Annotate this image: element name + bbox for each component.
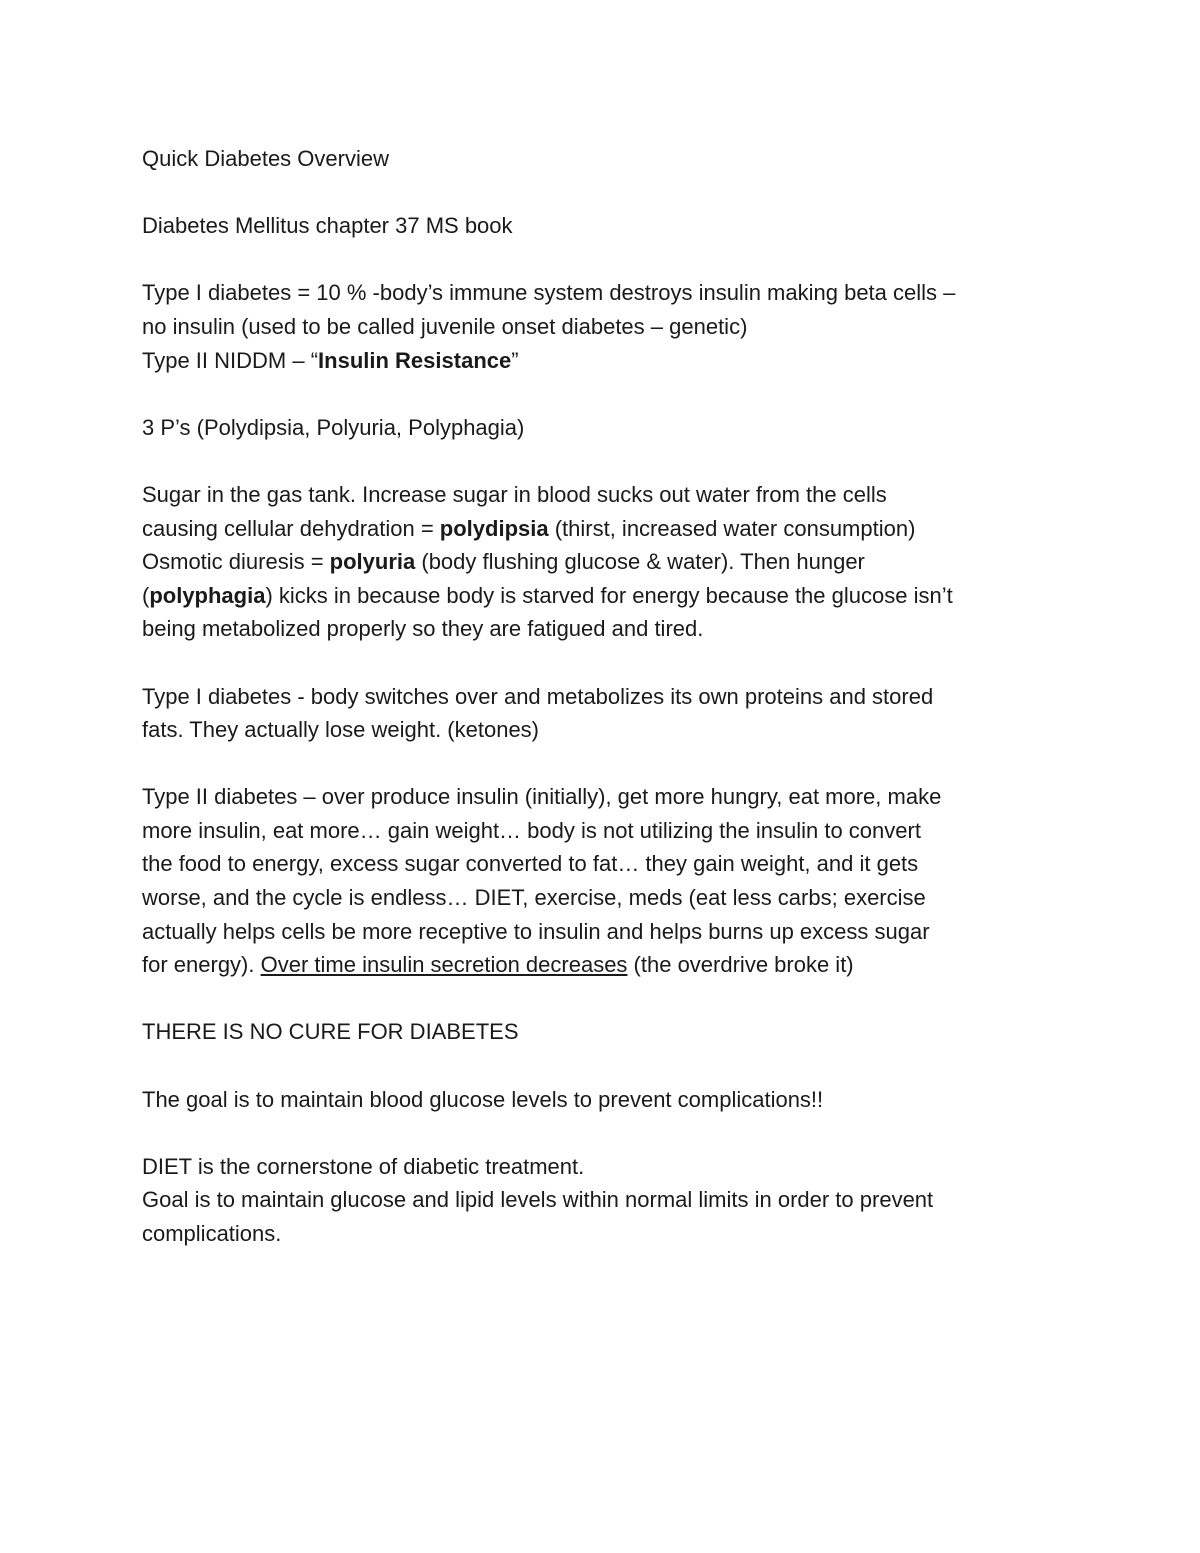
type-definitions xyxy=(142,276,1072,377)
insulin-resistance-bold: Insulin Resistance xyxy=(318,347,512,373)
type1-definition-line2: no insulin (used to be called juvenile onset diabetes – genetic) xyxy=(142,313,748,339)
goal-statement: The goal is to maintain blood glucose levels to prevent complications!! xyxy=(142,1086,824,1112)
document-body xyxy=(142,142,1072,1284)
polyuria-bold: polyuria xyxy=(329,549,416,575)
source-reference: Diabetes Mellitus chapter 37 MS book xyxy=(142,213,513,239)
diet-paragraph: DIET is the cornerstone of diabetic treatment. Goal is to maintain glucose and lipid levels within normal limits in order to prevent complications. xyxy=(142,1153,934,1246)
sugar-paragraph: Sugar in the gas tank. Increase sugar in blood sucks out water from the cells causing cellular dehydration = polydipsia (thirst, increased water consumption) Osmotic diuresis = polyuria (body flushing glucose & water). Then hunger (polyphagia) kicks in because body is starved for energy because the glucose isn’t being metabolized properly so they are fatigued and tired. xyxy=(142,481,953,642)
polydipsia-bold: polydipsia xyxy=(439,515,549,541)
document-title: Quick Diabetes Overview xyxy=(142,146,389,171)
insulin-secretion-underline: Over time insulin secretion decreases xyxy=(260,952,628,978)
no-cure-statement: THERE IS NO CURE FOR DIABETES xyxy=(142,1019,519,1045)
three-ps: 3 P’s (Polydipsia, Polyuria, Polyphagia) xyxy=(142,414,525,440)
type1-paragraph: Type I diabetes - body switches over and metabolizes its own proteins and stored fats. They actually lose weight. (ketones) xyxy=(142,683,934,743)
polyphagia-bold: polyphagia xyxy=(149,582,266,608)
type1-definition-line1: Type I diabetes = 10 % -body’s immune system destroys insulin making beta cells – xyxy=(142,280,956,306)
type2-definition: Type II NIDDM – “Insulin Resistance” xyxy=(142,347,519,373)
type2-paragraph: Type II diabetes – over produce insulin (initially), get more hungry, eat more, make more insulin, eat more… gain weight… body is not utilizing the insulin to convert the food to energy, excess sugar converted to fat… they gain weight, and it gets worse, and the cycle is endless… DIET, exercise, meds (eat less carbs; exercise actually helps cells be more receptive to insulin and helps burns up excess sugar for energy). Over time insulin secretion decreases (the overdrive broke it) xyxy=(142,784,942,978)
